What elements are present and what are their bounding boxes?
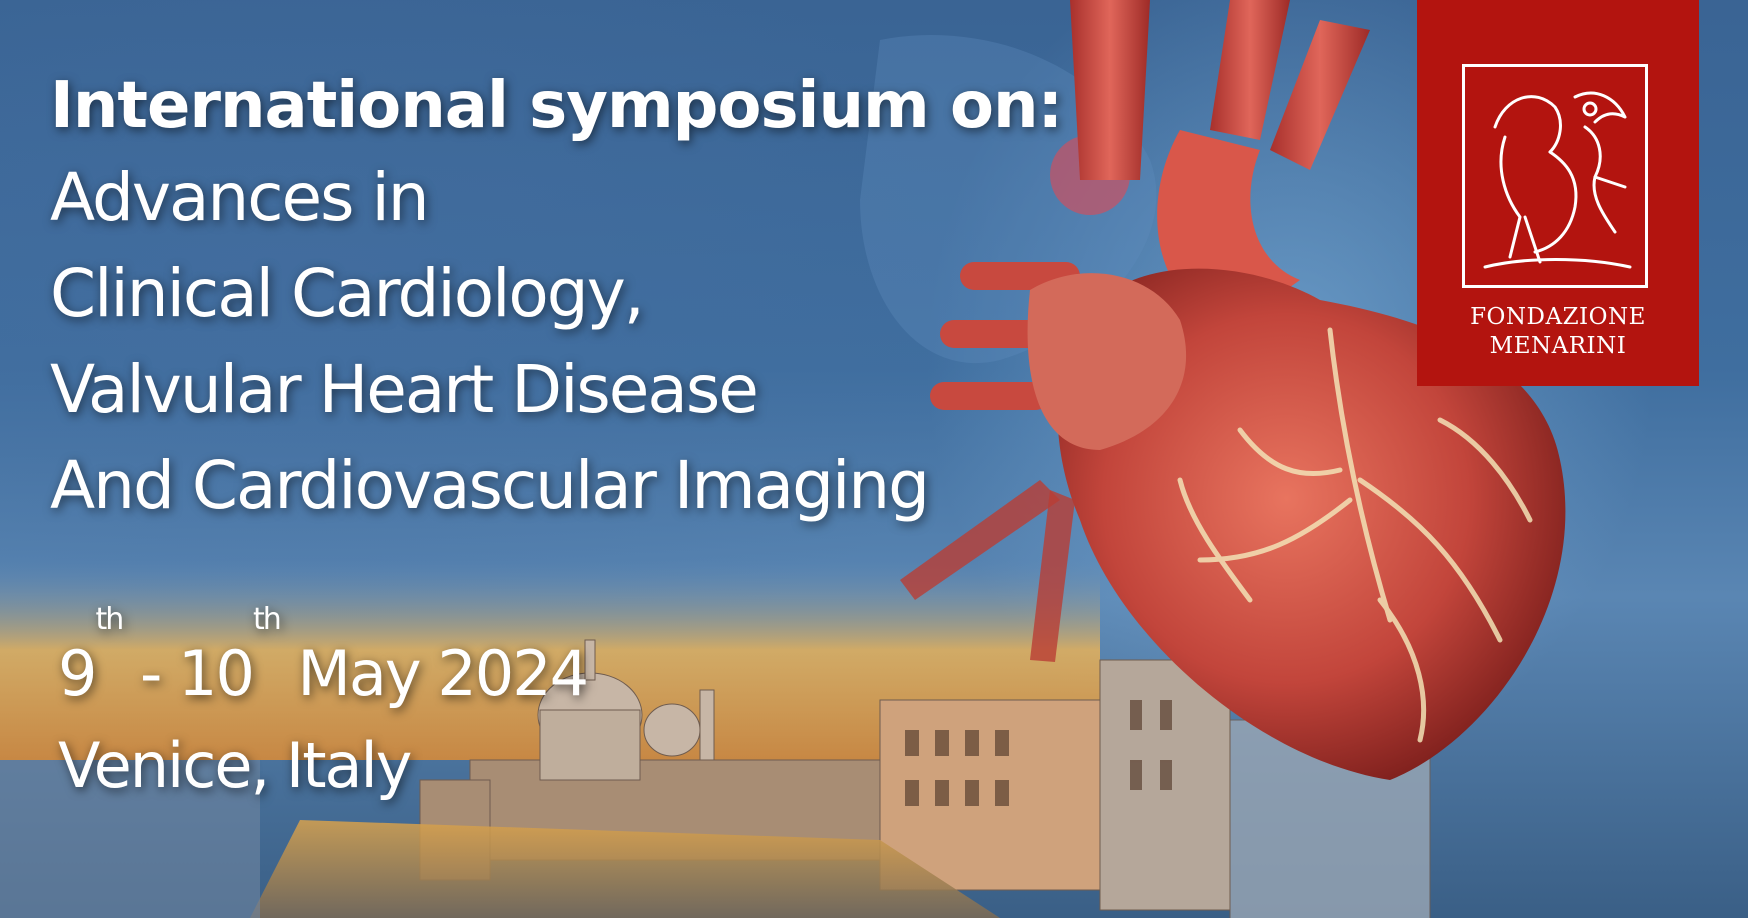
event-location: Venice, Italy [58, 729, 411, 802]
event-date [58, 602, 588, 720]
date-month-year: May 2024 [279, 637, 588, 710]
date-day-2-suffix: th [252, 602, 280, 637]
headline-title-line-4: And Cardiovascular Imaging [50, 447, 929, 524]
date-separator: - [122, 637, 179, 710]
logo-emblem-frame [1462, 64, 1648, 288]
headline-block [50, 62, 1062, 534]
headline-title-line-1: Advances in [50, 159, 428, 236]
headline-title-line-3: Valvular Heart Disease [50, 351, 757, 428]
date-day-2: 10 [178, 637, 253, 710]
logo-text-line-2: MENARINI [1489, 333, 1627, 359]
fondazione-menarini-logo [1417, 0, 1699, 386]
date-day-1: 9 [58, 637, 96, 710]
headline-title-line-2: Clinical Cardiology, [50, 255, 643, 332]
headline-intro: International symposium on: [50, 69, 1063, 143]
event-details [58, 602, 588, 812]
logo-text-line-1: FONDAZIONE [1470, 304, 1646, 330]
pegasus-emblem-icon [1465, 67, 1645, 285]
date-day-1-suffix: th [95, 602, 123, 637]
